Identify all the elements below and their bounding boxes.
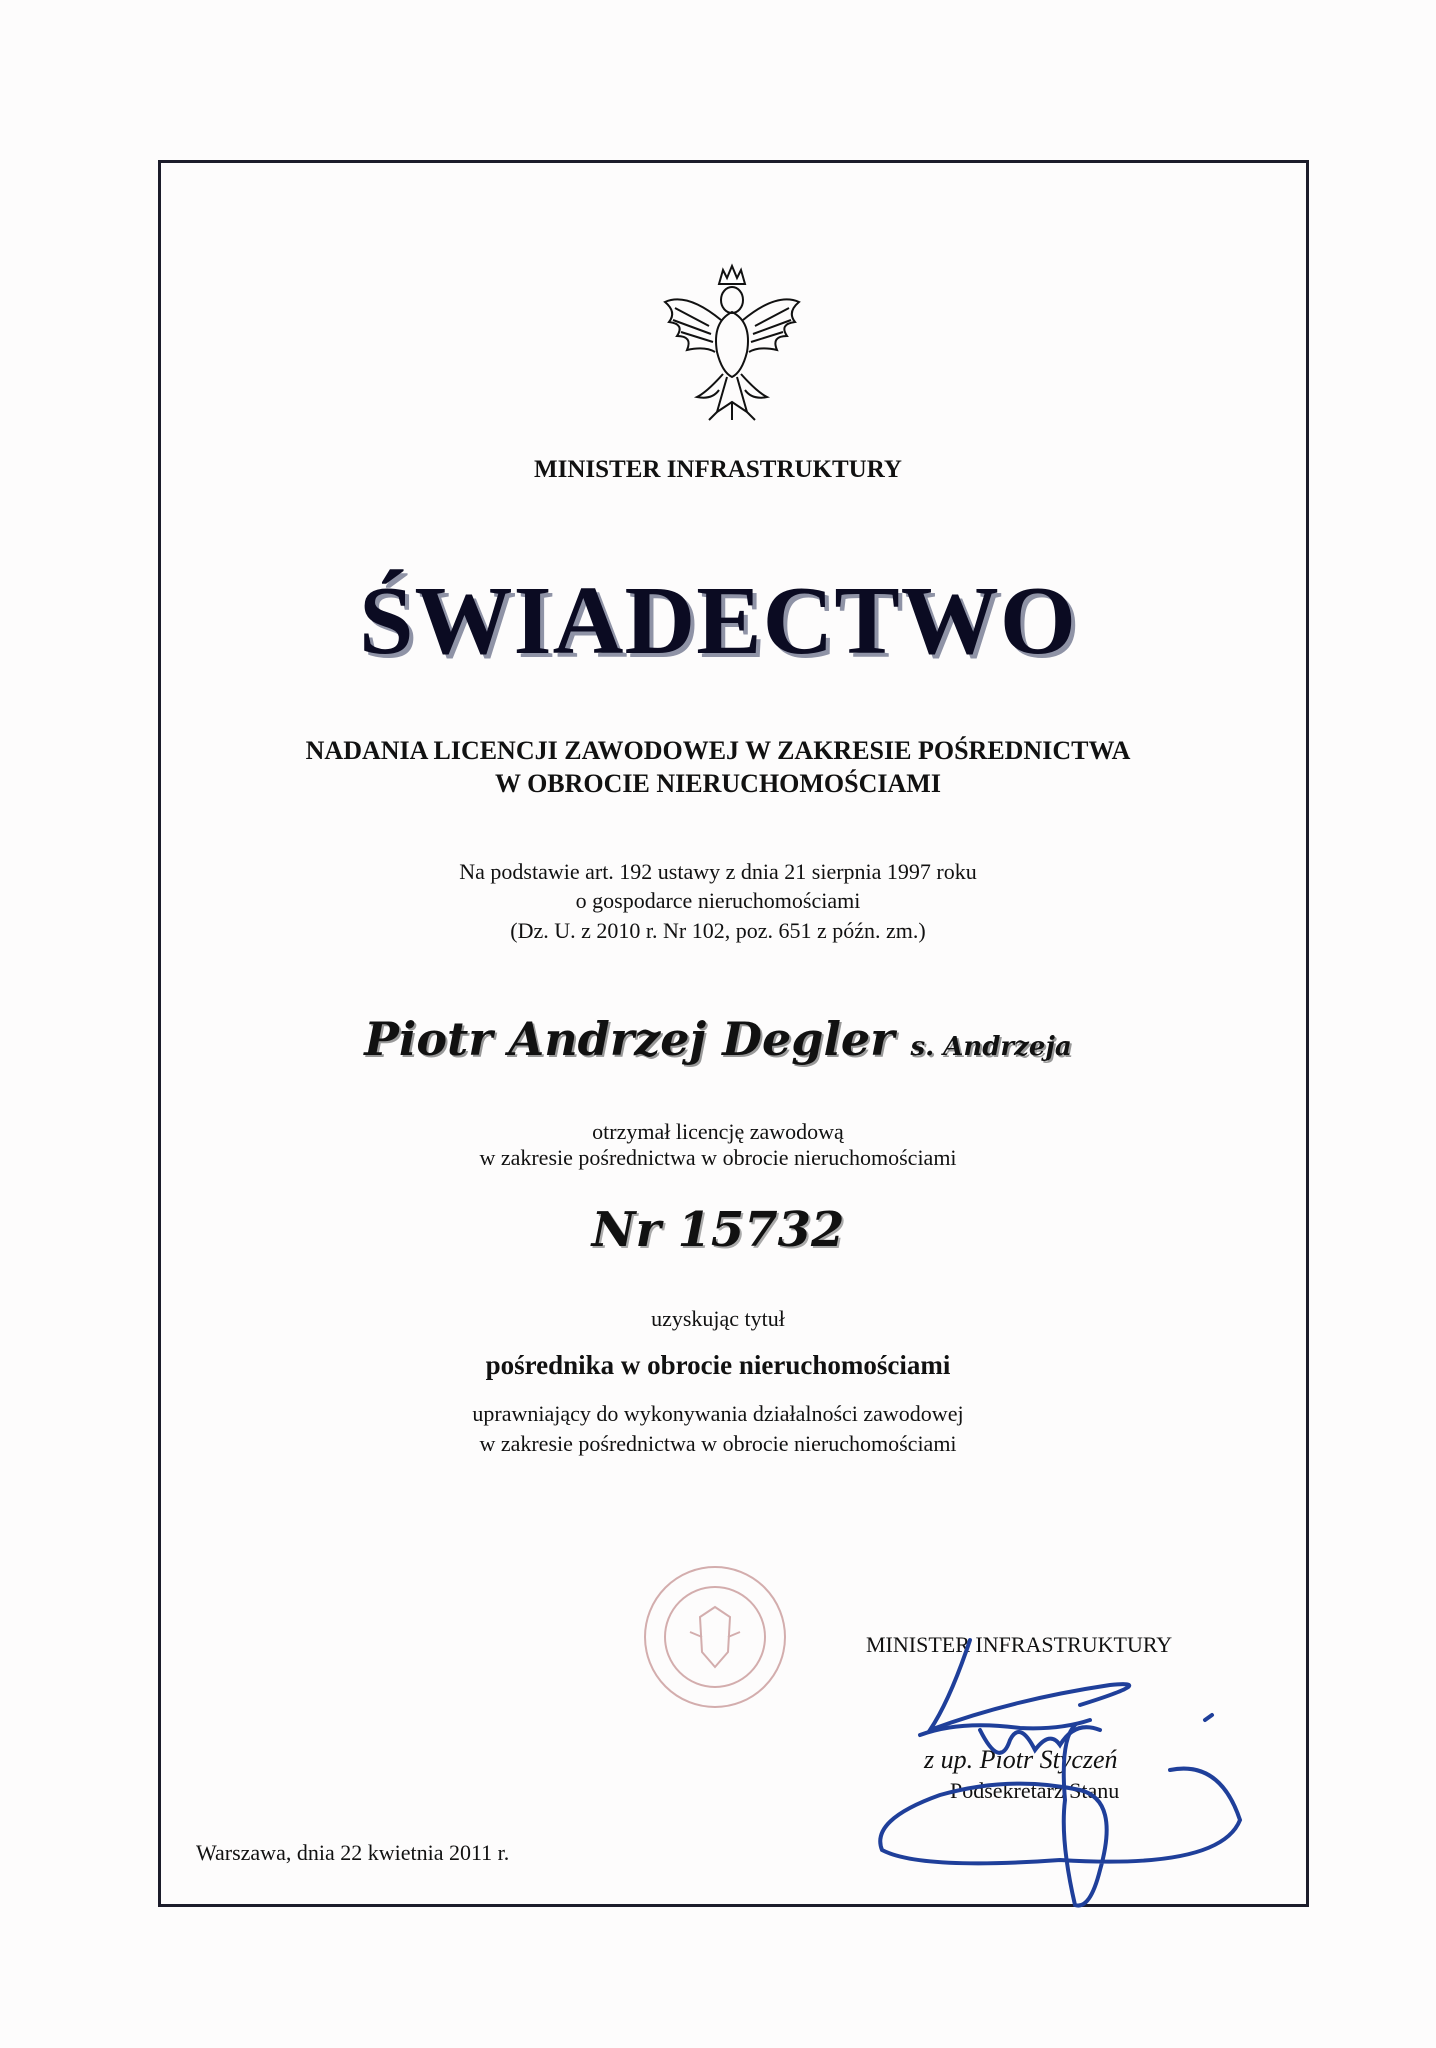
subtitle-line-1: NADANIA LICENCJI ZAWODOWEJ W ZAKRESIE POŚREDNICTWA <box>305 736 1131 765</box>
holder-name-line <box>0 1012 1436 1066</box>
signature-authority: MINISTER INFRASTRUKTURY <box>866 1632 1173 1657</box>
document-title: ŚWIADECTWO <box>359 567 1077 675</box>
professional-title: pośrednika w obrocie nieruchomościami <box>485 1350 951 1380</box>
entitlement-line-1: uprawniający do wykonywania działalności zawodowej <box>472 1401 964 1426</box>
signer-position: Podsekretarz Stanu <box>950 1778 1120 1803</box>
place-and-date: Warszawa, dnia 22 kwietnia 2011 r. <box>196 1840 510 1865</box>
entitlement-line-2: w zakresie pośrednictwa w obrocie nieruchomościami <box>479 1431 957 1456</box>
issuing-authority: MINISTER INFRASTRUKTURY <box>534 456 902 483</box>
legal-basis-line-1: Na podstawie art. 192 ustawy z dnia 21 sierpnia 1997 roku <box>459 859 977 884</box>
handwritten-signature <box>860 1620 1280 1920</box>
polish-eagle-emblem <box>657 262 807 422</box>
subtitle-line-2: W OBROCIE NIERUCHOMOŚCIAMI <box>495 769 941 798</box>
received-line-1: otrzymał licencję zawodową <box>592 1119 844 1144</box>
legal-basis-line-2: o gospodarce nieruchomościami <box>575 888 861 913</box>
received-line-2: w zakresie pośrednictwa w obrocie nieruchomościami <box>479 1145 957 1170</box>
official-seal-stamp <box>640 1562 790 1712</box>
holder-name: Piotr Andrzej Degler <box>364 1012 895 1066</box>
holder-parent: s. Andrzeja <box>910 1032 1072 1062</box>
obtaining-text: uzyskując tytuł <box>651 1306 785 1331</box>
legal-basis-line-3: (Dz. U. z 2010 r. Nr 102, poz. 651 z późn. zm.) <box>510 918 926 943</box>
license-number: Nr 15732 <box>591 1202 845 1258</box>
signer-name: z up. Piotr Styczeń <box>924 1745 1118 1774</box>
